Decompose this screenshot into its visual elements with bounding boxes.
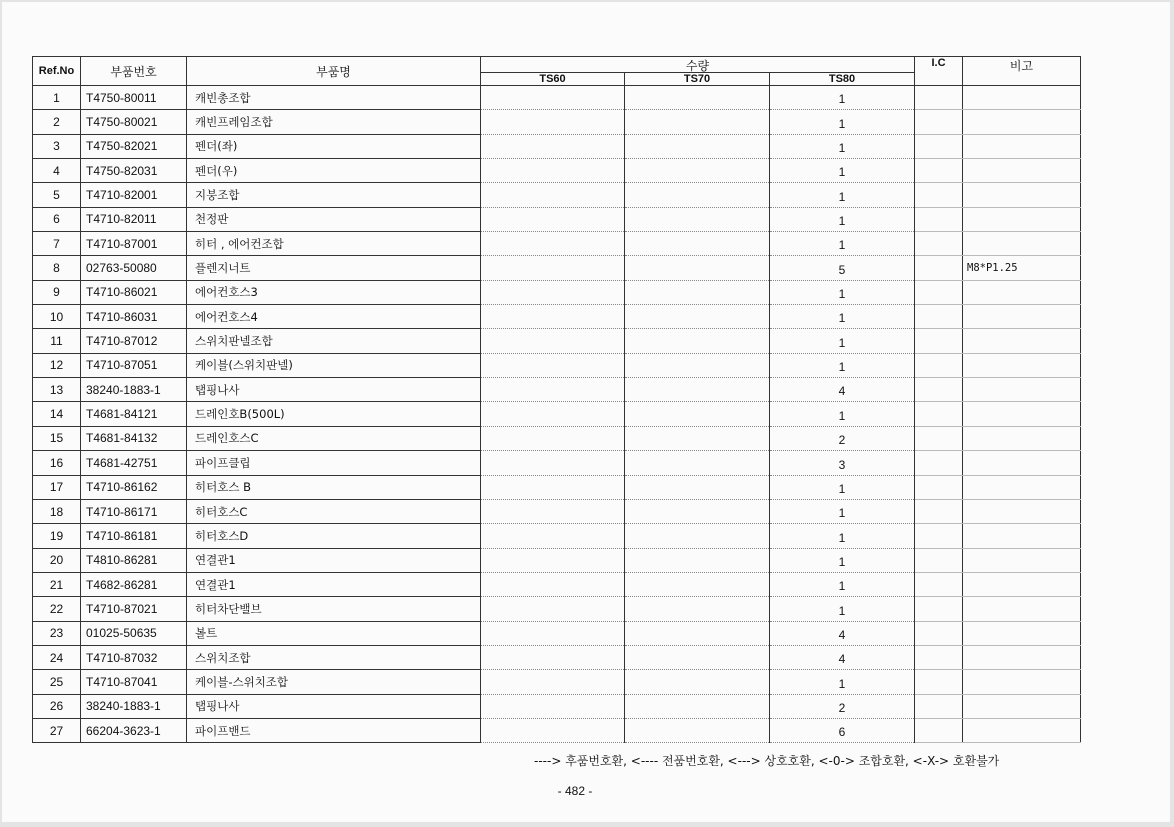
parts-table	[32, 56, 1081, 743]
table-row	[33, 378, 1081, 402]
header-quantity: 수량	[481, 57, 915, 73]
header-ref-no: Ref.No	[33, 57, 81, 86]
qty-ts70-cell	[625, 86, 770, 110]
remark-cell	[963, 232, 1081, 256]
part-number-cell: T4710-86021	[81, 280, 187, 304]
ref-cell: 21	[33, 572, 81, 596]
ic-cell	[915, 426, 963, 450]
qty-ts60-cell	[481, 475, 625, 499]
table-row	[33, 232, 1081, 256]
ref-cell: 19	[33, 524, 81, 548]
qty-ts80-cell: 4	[770, 378, 915, 402]
qty-ts80-cell: 1	[770, 524, 915, 548]
ic-cell	[915, 329, 963, 353]
qty-ts60-cell	[481, 621, 625, 645]
ref-cell: 4	[33, 159, 81, 183]
part-name-cell: 파이프밴드	[187, 718, 481, 742]
part-name-cell: 드레인호스C	[187, 426, 481, 450]
qty-ts60-cell	[481, 256, 625, 280]
table-row	[33, 207, 1081, 231]
part-number-cell: 38240-1883-1	[81, 378, 187, 402]
part-name-cell: 캐빈프레임조합	[187, 110, 481, 134]
remark-cell	[963, 694, 1081, 718]
table-row	[33, 670, 1081, 694]
ic-cell	[915, 207, 963, 231]
ref-cell: 25	[33, 670, 81, 694]
qty-ts60-cell	[481, 353, 625, 377]
table-row	[33, 572, 1081, 596]
ic-cell	[915, 670, 963, 694]
qty-ts80-cell: 4	[770, 621, 915, 645]
part-name-cell: 플렌지너트	[187, 256, 481, 280]
ic-cell	[915, 353, 963, 377]
part-number-cell: T4710-86171	[81, 499, 187, 523]
part-number-cell: 02763-50080	[81, 256, 187, 280]
part-name-cell: 스위치조합	[187, 645, 481, 669]
qty-ts80-cell: 1	[770, 572, 915, 596]
ic-cell	[915, 597, 963, 621]
table-row	[33, 353, 1081, 377]
qty-ts60-cell	[481, 524, 625, 548]
table-row	[33, 718, 1081, 742]
qty-ts70-cell	[625, 475, 770, 499]
ref-cell: 11	[33, 329, 81, 353]
qty-ts80-cell: 1	[770, 86, 915, 110]
remark-cell	[963, 280, 1081, 304]
remark-cell	[963, 402, 1081, 426]
part-number-cell: T4710-87051	[81, 353, 187, 377]
part-name-cell: 탭핑나사	[187, 694, 481, 718]
ref-cell: 10	[33, 305, 81, 329]
header-ic: I.C	[915, 57, 963, 86]
ref-cell: 2	[33, 110, 81, 134]
qty-ts70-cell	[625, 426, 770, 450]
part-number-cell: T4710-87041	[81, 670, 187, 694]
table-row	[33, 402, 1081, 426]
qty-ts60-cell	[481, 694, 625, 718]
remark-cell	[963, 670, 1081, 694]
qty-ts80-cell: 1	[770, 353, 915, 377]
qty-ts80-cell: 1	[770, 670, 915, 694]
qty-ts80-cell: 1	[770, 329, 915, 353]
part-name-cell: 천정판	[187, 207, 481, 231]
ic-cell	[915, 159, 963, 183]
qty-ts70-cell	[625, 670, 770, 694]
ic-cell	[915, 548, 963, 572]
qty-ts60-cell	[481, 305, 625, 329]
ic-cell	[915, 280, 963, 304]
ic-cell	[915, 572, 963, 596]
qty-ts60-cell	[481, 451, 625, 475]
qty-ts80-cell: 6	[770, 718, 915, 742]
part-name-cell: 펜더(우)	[187, 159, 481, 183]
part-number-cell: 38240-1883-1	[81, 694, 187, 718]
qty-ts80-cell: 1	[770, 475, 915, 499]
remark-cell	[963, 475, 1081, 499]
part-number-cell: T4710-86162	[81, 475, 187, 499]
part-number-cell: T4710-87032	[81, 645, 187, 669]
remark-cell: M8*P1.25	[963, 256, 1081, 280]
part-number-cell: T4710-82011	[81, 207, 187, 231]
qty-ts70-cell	[625, 499, 770, 523]
qty-ts70-cell	[625, 305, 770, 329]
part-number-cell: T4710-87012	[81, 329, 187, 353]
remark-cell	[963, 524, 1081, 548]
qty-ts70-cell	[625, 232, 770, 256]
remark-cell	[963, 110, 1081, 134]
qty-ts70-cell	[625, 718, 770, 742]
table-row	[33, 256, 1081, 280]
remark-cell	[963, 597, 1081, 621]
qty-ts60-cell	[481, 645, 625, 669]
table-row	[33, 280, 1081, 304]
part-name-cell: 케이블(스위치판넬)	[187, 353, 481, 377]
part-number-cell: T4710-82001	[81, 183, 187, 207]
part-name-cell: 에어컨호스4	[187, 305, 481, 329]
part-number-cell: 01025-50635	[81, 621, 187, 645]
remark-cell	[963, 378, 1081, 402]
part-name-cell: 탭핑나사	[187, 378, 481, 402]
part-name-cell: 파이프클립	[187, 451, 481, 475]
part-number-cell: T4750-82021	[81, 134, 187, 158]
ic-cell	[915, 305, 963, 329]
table-row	[33, 86, 1081, 110]
ref-cell: 27	[33, 718, 81, 742]
qty-ts60-cell	[481, 86, 625, 110]
table-row	[33, 621, 1081, 645]
ref-cell: 1	[33, 86, 81, 110]
qty-ts70-cell	[625, 353, 770, 377]
qty-ts80-cell: 1	[770, 280, 915, 304]
qty-ts70-cell	[625, 548, 770, 572]
part-name-cell: 연결관1	[187, 548, 481, 572]
part-number-cell: T4682-86281	[81, 572, 187, 596]
part-name-cell: 에어컨호스3	[187, 280, 481, 304]
ref-cell: 18	[33, 499, 81, 523]
qty-ts80-cell: 2	[770, 426, 915, 450]
qty-ts60-cell	[481, 378, 625, 402]
table-row	[33, 451, 1081, 475]
part-name-cell: 히터 , 에어컨조합	[187, 232, 481, 256]
parts-table-body	[33, 86, 1081, 743]
qty-ts80-cell: 3	[770, 451, 915, 475]
part-name-cell: 캐빈총조합	[187, 86, 481, 110]
ic-cell	[915, 718, 963, 742]
ic-cell	[915, 256, 963, 280]
remark-cell	[963, 305, 1081, 329]
part-name-cell: 히터호스C	[187, 499, 481, 523]
part-name-cell: 드레인호B(500L)	[187, 402, 481, 426]
ic-cell	[915, 475, 963, 499]
remark-cell	[963, 134, 1081, 158]
header-ts60: TS60	[481, 72, 625, 85]
qty-ts80-cell: 1	[770, 499, 915, 523]
qty-ts80-cell: 1	[770, 159, 915, 183]
qty-ts80-cell: 1	[770, 597, 915, 621]
table-row	[33, 694, 1081, 718]
part-number-cell: T4710-87021	[81, 597, 187, 621]
qty-ts60-cell	[481, 232, 625, 256]
qty-ts60-cell	[481, 183, 625, 207]
remark-cell	[963, 451, 1081, 475]
table-row	[33, 548, 1081, 572]
table-row	[33, 134, 1081, 158]
header-part-no: 부품번호	[81, 57, 187, 86]
header-remark: 비고	[963, 57, 1081, 86]
ic-cell	[915, 402, 963, 426]
qty-ts60-cell	[481, 402, 625, 426]
ic-cell	[915, 110, 963, 134]
qty-ts60-cell	[481, 499, 625, 523]
part-name-cell: 히터차단밸브	[187, 597, 481, 621]
remark-cell	[963, 426, 1081, 450]
qty-ts70-cell	[625, 134, 770, 158]
ref-cell: 3	[33, 134, 81, 158]
qty-ts70-cell	[625, 280, 770, 304]
table-row	[33, 305, 1081, 329]
qty-ts70-cell	[625, 378, 770, 402]
remark-cell	[963, 353, 1081, 377]
part-number-cell: T4681-42751	[81, 451, 187, 475]
table-row	[33, 426, 1081, 450]
document-page	[2, 2, 1170, 822]
table-row	[33, 475, 1081, 499]
qty-ts60-cell	[481, 329, 625, 353]
header-ts80: TS80	[770, 72, 915, 85]
qty-ts70-cell	[625, 110, 770, 134]
part-number-cell: T4681-84132	[81, 426, 187, 450]
ic-cell	[915, 524, 963, 548]
qty-ts70-cell	[625, 159, 770, 183]
qty-ts60-cell	[481, 548, 625, 572]
qty-ts80-cell: 1	[770, 183, 915, 207]
qty-ts80-cell: 1	[770, 305, 915, 329]
part-number-cell: T4750-80021	[81, 110, 187, 134]
qty-ts60-cell	[481, 110, 625, 134]
qty-ts70-cell	[625, 329, 770, 353]
ref-cell: 7	[33, 232, 81, 256]
qty-ts70-cell	[625, 451, 770, 475]
qty-ts70-cell	[625, 207, 770, 231]
remark-cell	[963, 329, 1081, 353]
ref-cell: 5	[33, 183, 81, 207]
table-row	[33, 159, 1081, 183]
ref-cell: 22	[33, 597, 81, 621]
ref-cell: 26	[33, 694, 81, 718]
part-number-cell: T4681-84121	[81, 402, 187, 426]
ic-cell	[915, 499, 963, 523]
qty-ts80-cell: 5	[770, 256, 915, 280]
part-number-cell: T4710-87001	[81, 232, 187, 256]
ic-cell	[915, 621, 963, 645]
qty-ts70-cell	[625, 402, 770, 426]
ic-cell	[915, 86, 963, 110]
remark-cell	[963, 183, 1081, 207]
remark-cell	[963, 645, 1081, 669]
ic-cell	[915, 645, 963, 669]
qty-ts60-cell	[481, 426, 625, 450]
qty-ts70-cell	[625, 645, 770, 669]
ic-cell	[915, 134, 963, 158]
part-name-cell: 연결관1	[187, 572, 481, 596]
table-row	[33, 597, 1081, 621]
qty-ts80-cell: 1	[770, 232, 915, 256]
part-name-cell: 펜더(좌)	[187, 134, 481, 158]
table-row	[33, 110, 1081, 134]
ref-cell: 9	[33, 280, 81, 304]
remark-cell	[963, 621, 1081, 645]
part-number-cell: T4750-82031	[81, 159, 187, 183]
qty-ts60-cell	[481, 159, 625, 183]
table-row	[33, 645, 1081, 669]
remark-cell	[963, 548, 1081, 572]
part-name-cell: 볼트	[187, 621, 481, 645]
qty-ts60-cell	[481, 718, 625, 742]
qty-ts60-cell	[481, 597, 625, 621]
qty-ts70-cell	[625, 621, 770, 645]
qty-ts80-cell: 1	[770, 548, 915, 572]
table-row	[33, 183, 1081, 207]
remark-cell	[963, 499, 1081, 523]
ref-cell: 16	[33, 451, 81, 475]
part-number-cell: 66204-3623-1	[81, 718, 187, 742]
ic-cell	[915, 183, 963, 207]
ref-cell: 24	[33, 645, 81, 669]
part-number-cell: T4710-86181	[81, 524, 187, 548]
table-row	[33, 329, 1081, 353]
qty-ts70-cell	[625, 597, 770, 621]
qty-ts60-cell	[481, 134, 625, 158]
qty-ts80-cell: 1	[770, 110, 915, 134]
qty-ts70-cell	[625, 524, 770, 548]
part-name-cell: 케이블-스위치조합	[187, 670, 481, 694]
qty-ts70-cell	[625, 572, 770, 596]
ref-cell: 13	[33, 378, 81, 402]
ref-cell: 15	[33, 426, 81, 450]
part-number-cell: T4710-86031	[81, 305, 187, 329]
ref-cell: 23	[33, 621, 81, 645]
qty-ts70-cell	[625, 256, 770, 280]
qty-ts70-cell	[625, 694, 770, 718]
part-name-cell: 히터호스D	[187, 524, 481, 548]
qty-ts60-cell	[481, 280, 625, 304]
remark-cell	[963, 207, 1081, 231]
ref-cell: 6	[33, 207, 81, 231]
header-ts70: TS70	[625, 72, 770, 85]
qty-ts80-cell: 1	[770, 402, 915, 426]
table-row	[33, 499, 1081, 523]
qty-ts70-cell	[625, 183, 770, 207]
table-row	[33, 524, 1081, 548]
qty-ts80-cell: 1	[770, 207, 915, 231]
qty-ts60-cell	[481, 572, 625, 596]
remark-cell	[963, 159, 1081, 183]
qty-ts80-cell: 4	[770, 645, 915, 669]
remark-cell	[963, 572, 1081, 596]
qty-ts80-cell: 1	[770, 134, 915, 158]
part-number-cell: T4810-86281	[81, 548, 187, 572]
part-name-cell: 스위치판넬조합	[187, 329, 481, 353]
ic-cell	[915, 232, 963, 256]
part-name-cell: 지붕조합	[187, 183, 481, 207]
ref-cell: 17	[33, 475, 81, 499]
qty-ts60-cell	[481, 207, 625, 231]
ref-cell: 14	[33, 402, 81, 426]
qty-ts80-cell: 2	[770, 694, 915, 718]
ref-cell: 12	[33, 353, 81, 377]
ref-cell: 20	[33, 548, 81, 572]
qty-ts60-cell	[481, 670, 625, 694]
ic-cell	[915, 378, 963, 402]
ic-cell	[915, 694, 963, 718]
page-number: - 482 -	[557, 784, 593, 798]
part-name-cell: 히터호스 B	[187, 475, 481, 499]
remark-cell	[963, 718, 1081, 742]
ic-cell	[915, 451, 963, 475]
header-part-name: 부품명	[187, 57, 481, 86]
remark-cell	[963, 86, 1081, 110]
compatibility-legend: ----> 후품번호환, <---- 전품번호환, <---> 상호호환, <-0-> 조합호환, <-X-> 호환불가	[534, 754, 1000, 768]
ref-cell: 8	[33, 256, 81, 280]
part-number-cell: T4750-80011	[81, 86, 187, 110]
